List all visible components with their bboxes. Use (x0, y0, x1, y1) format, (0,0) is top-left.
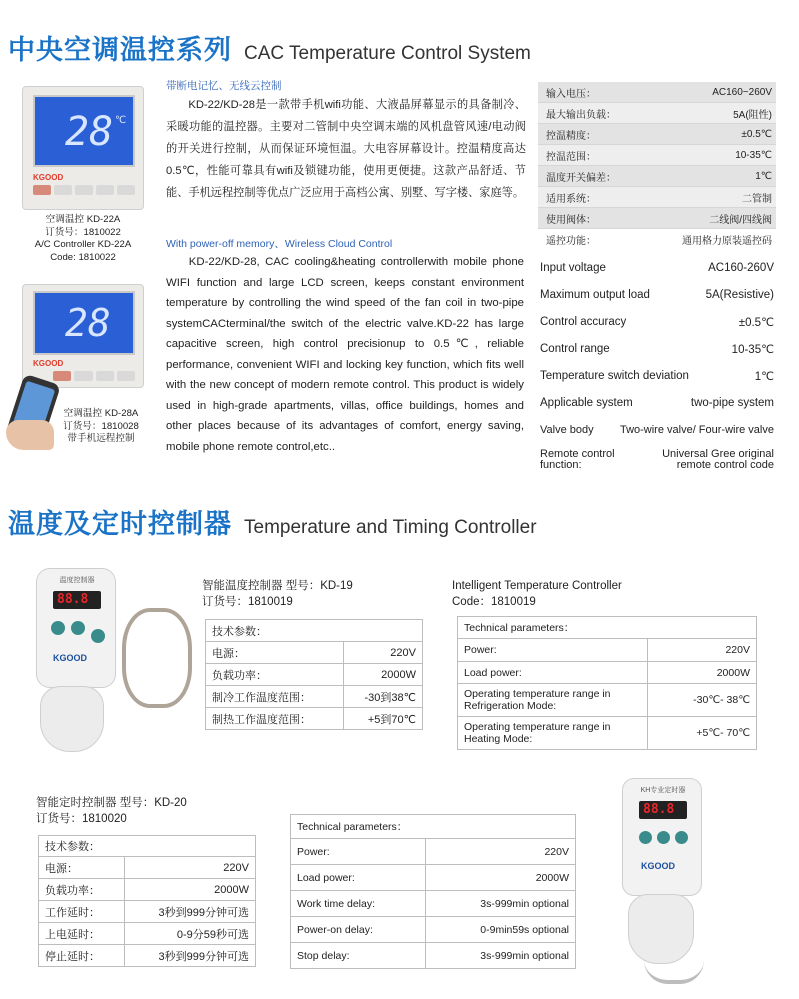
device-body (622, 778, 702, 896)
button-row (53, 371, 135, 381)
plug-icon (40, 686, 104, 752)
spec-value: ±0.5℃ (741, 128, 772, 140)
table-key: 制热工作温度范围： (206, 708, 344, 730)
table-value: 220V (125, 857, 256, 879)
spec-row (538, 145, 776, 166)
spec-value: AC160~260V (712, 86, 772, 98)
kd19-code-en: Code：1810019 (452, 596, 536, 608)
table-key: Work time delay: (291, 891, 426, 917)
spec-key: Maximum output load (540, 288, 650, 301)
table-row (291, 865, 576, 891)
product-image-kd28a (22, 284, 144, 388)
device-label: KH专业定时器 (640, 787, 686, 794)
product-caption-kd22a (14, 214, 152, 264)
led-display (53, 591, 101, 609)
control-knob (51, 621, 65, 635)
table-key: 负载功率： (39, 879, 125, 901)
brand-logo: KGOOD (641, 861, 676, 871)
table-row (458, 617, 757, 639)
spec-value: 二管制 (742, 193, 772, 205)
spec-key: 输入电压： (546, 88, 596, 100)
thermostat-button (117, 185, 135, 195)
spec-key: Remote control function: (540, 448, 615, 471)
brand-logo: KGOOD (53, 653, 88, 663)
table-value: 0-9分59秒可选 (125, 923, 256, 945)
kd20-name-cn: 智能定时控制器 型号：KD-20 (36, 797, 187, 809)
lcd-temperature: 28 (65, 301, 111, 345)
table-row (458, 717, 757, 750)
lcd-screen (33, 291, 135, 355)
table-value: 2000W (343, 664, 422, 686)
table-key: Operating temperature range in Refrigeration Mode: (458, 684, 648, 717)
thermostat-button (74, 371, 92, 381)
led-display (639, 801, 687, 819)
table-key: 上电延时： (39, 923, 125, 945)
spec-key: 控温精度： (546, 130, 596, 142)
cable-coil (122, 608, 192, 708)
spec-key: Temperature switch deviation (540, 369, 689, 382)
table-row (458, 662, 757, 684)
spec-row (538, 187, 776, 208)
table-key: 工作延时： (39, 901, 125, 923)
table-value: 3s-999min optional (425, 943, 575, 969)
kd20-spec-table-en (290, 814, 576, 969)
thermostat-button (96, 185, 114, 195)
table-row (458, 639, 757, 662)
kd20-spec-table-cn (38, 835, 256, 967)
thermostat-button (75, 185, 93, 195)
table-value: 2000W (425, 865, 575, 891)
table-row (39, 901, 256, 923)
section2-title-en: Temperature and Timing Controller (244, 517, 537, 538)
spec-value: 10-35℃ (731, 343, 774, 356)
spec-row (538, 335, 776, 362)
table-row (39, 857, 256, 879)
description-cn: KD-22/KD-28是一款带手机wifi功能、大液晶屏幕显示的具备制冷、采暖功能的温控器。主要对二管制中央空调末端的风机盘管风速/电动阀的开关进行控制，从而保证环境恒温。大电容屏幕设计。控温精度高达0.5℃，性能可靠具有wifi及锁键功能，使用更便捷。这款产品舒适、节能、手机远程控制等优点广泛应用于高档公寓、别墅、写字楼、家庭等。 (166, 99, 526, 199)
spec-key: 最大输出负载： (546, 109, 616, 121)
table-row (206, 686, 423, 708)
spec-row (538, 389, 776, 416)
table-key: Power-on delay: (291, 917, 426, 943)
led-digits: 88.8 (57, 592, 89, 607)
table-key: 电源： (39, 857, 125, 879)
kd19-heading-en (452, 578, 622, 610)
led-digits: 88.8 (643, 802, 675, 817)
section1-title-cn: 中央空调温控系列 (8, 35, 232, 66)
table-row (206, 620, 423, 642)
table-value: 220V (425, 839, 575, 865)
table-value: 220V (343, 642, 422, 664)
caption-line: 空调温控 KD-28A (63, 408, 139, 419)
table-row (291, 839, 576, 865)
cable (644, 960, 704, 984)
product-image-kd20 (614, 778, 714, 990)
table-value: +5℃- 70℃ (648, 717, 757, 750)
spec-value: Two-wire valve/ Four-wire valve (619, 423, 774, 436)
spec-value: 二线阀/四线阀 (709, 214, 772, 226)
table-row (39, 879, 256, 901)
caption-line: 订货号：1810022 (45, 226, 121, 238)
table-key: 电源： (206, 642, 344, 664)
spec-value: 1℃ (754, 370, 774, 383)
table-value: -30到38℃ (343, 686, 422, 708)
product-caption-kd28a (56, 408, 146, 446)
thermostat-button (53, 371, 71, 381)
spec-key: 遥控功能： (546, 236, 596, 247)
spec-table-en (538, 254, 776, 477)
table-row (291, 943, 576, 969)
table-row (206, 664, 423, 686)
spec-row (538, 281, 776, 308)
spec-key: 适用系统： (546, 193, 596, 205)
control-knob (657, 831, 670, 844)
thermostat-button (54, 185, 72, 195)
kd19-code-cn: 订货号：1810019 (202, 596, 293, 608)
spec-row (538, 362, 776, 389)
caption-line: 空调温控 KD-22A (45, 214, 121, 225)
spec-value: 10-35℃ (735, 149, 772, 161)
device-body (36, 568, 116, 688)
table-key: Power: (291, 839, 426, 865)
table-value: 3秒到999分钟可选 (125, 945, 256, 967)
spec-row (538, 416, 776, 443)
table-row (458, 684, 757, 717)
spec-row (538, 124, 776, 145)
table-key: Power: (458, 639, 648, 662)
spec-value: 5A(阻性) (733, 109, 772, 121)
table-key: 负载功率： (206, 664, 344, 686)
table-row (39, 836, 256, 857)
kd19-name-cn: 智能温度控制器 型号：KD-19 (202, 580, 353, 592)
lcd-temperature: 28 (65, 109, 114, 155)
brand-logo: KGOOD (33, 359, 64, 368)
table-key: 制冷工作温度范围： (206, 686, 344, 708)
table-row (291, 917, 576, 943)
table-header: 技术参数： (206, 620, 423, 642)
spec-value: two-pipe system (690, 396, 774, 409)
table-key: Operating temperature range in Heating Mode: (458, 717, 648, 750)
kd19-name-en: Intelligent Temperature Controller (452, 580, 622, 592)
table-header: Technical parameters： (291, 815, 576, 839)
thermostat-button (117, 371, 135, 381)
table-value: 3秒到999分钟可选 (125, 901, 256, 923)
spec-value: AC160-260V (708, 261, 774, 274)
spec-key: 控温范围： (546, 151, 596, 163)
spec-row (538, 82, 776, 103)
table-value: 2000W (125, 879, 256, 901)
table-row (291, 891, 576, 917)
kd19-spec-table-en (457, 616, 757, 750)
device-label: 温度控制器 (59, 577, 95, 584)
table-key: Load power: (458, 662, 648, 684)
thermostat-button (96, 371, 114, 381)
spec-row (538, 308, 776, 335)
table-value: 2000W (648, 662, 757, 684)
section2-title (8, 502, 537, 541)
subhead-cn: 带断电记忆、无线云控制 (166, 80, 282, 92)
spec-table-cn (538, 82, 776, 250)
table-value: -30℃- 38℃ (648, 684, 757, 717)
spec-key: Control accuracy (540, 315, 627, 328)
control-knob (675, 831, 688, 844)
spec-key: 使用阀体： (546, 214, 596, 226)
spec-row (538, 208, 776, 229)
kd20-heading-cn (36, 795, 187, 827)
spec-value: 1℃ (755, 170, 772, 182)
spec-value: 5A(Resistive) (705, 288, 774, 301)
kd20-code-cn: 订货号：1810020 (36, 813, 127, 825)
table-row (39, 945, 256, 967)
table-value: +5到70℃ (343, 708, 422, 730)
thermostat-button (33, 185, 51, 195)
spec-row (538, 254, 776, 281)
section2-title-cn: 温度及定时控制器 (8, 509, 232, 540)
table-row (291, 815, 576, 839)
lcd-unit: ℃ (115, 115, 127, 126)
brand-logo: KGOOD (33, 173, 64, 182)
table-key: 停止延时： (39, 945, 125, 967)
caption-line: 订货号：1810028 (63, 420, 139, 432)
control-knob (71, 621, 85, 635)
table-key: Load power: (291, 865, 426, 891)
spec-key: Input voltage (540, 261, 606, 274)
kd19-spec-table-cn (205, 619, 423, 730)
spec-row (538, 166, 776, 187)
hand-image (6, 420, 54, 450)
caption-line: Code: 1810022 (50, 251, 116, 263)
table-row (206, 708, 423, 730)
table-row (39, 923, 256, 945)
table-header: Technical parameters： (458, 617, 757, 639)
lcd-screen (33, 95, 135, 167)
spec-key: Control range (540, 342, 610, 355)
plug-icon (628, 894, 694, 964)
spec-value: 通用格力原装遥控码 (682, 236, 772, 247)
table-value: 3s-999min optional (425, 891, 575, 917)
spec-key: 温度开关偏差： (546, 172, 616, 184)
button-row (33, 185, 135, 195)
spec-value: Universal Gree original remote control code (662, 448, 774, 471)
spec-key: Applicable system (540, 396, 633, 409)
section1-title (8, 28, 531, 67)
table-header: 技术参数： (39, 836, 256, 857)
control-knob (91, 629, 105, 643)
product-image-kd19 (30, 568, 130, 768)
table-value: 220V (648, 639, 757, 662)
caption-line: 带手机远程控制 (67, 433, 135, 444)
subhead-en: With power-off memory、Wireless Cloud Control (166, 238, 393, 250)
table-value: 0-9min59s optional (425, 917, 575, 943)
kd19-heading-cn (202, 578, 353, 610)
spec-row (538, 229, 776, 250)
description-en: KD-22/KD-28, CAC cooling&heating controllerwith mobile phone WIFI function and large LCD screen, keeps constant environment temperature by controlling the wind speed of the fan coil in two-pipe systemCACterminal/the switch of the electric valve.KD-22 has large capacitive screen, high control precisionup to 0.5℃, reliable performance, convenient WIFI and locking key function, which fits well with the new concept of modern remote control. This product is widely used in high-grade apartments, villas, office buildings, homes and other places because of its advantages of comfort, energy saving, mobile phone remote control,etc.. (166, 256, 524, 453)
spec-key: Valve body (540, 423, 594, 436)
spec-row (538, 103, 776, 124)
caption-line: A/C Controller KD-22A (34, 239, 132, 250)
table-key: Stop delay: (291, 943, 426, 969)
spec-row (538, 443, 776, 477)
product-image-kd22a (22, 86, 144, 210)
control-knob (639, 831, 652, 844)
section1-title-en: CAC Temperature Control System (244, 43, 531, 64)
table-row (206, 642, 423, 664)
spec-value: ±0.5℃ (738, 316, 774, 329)
